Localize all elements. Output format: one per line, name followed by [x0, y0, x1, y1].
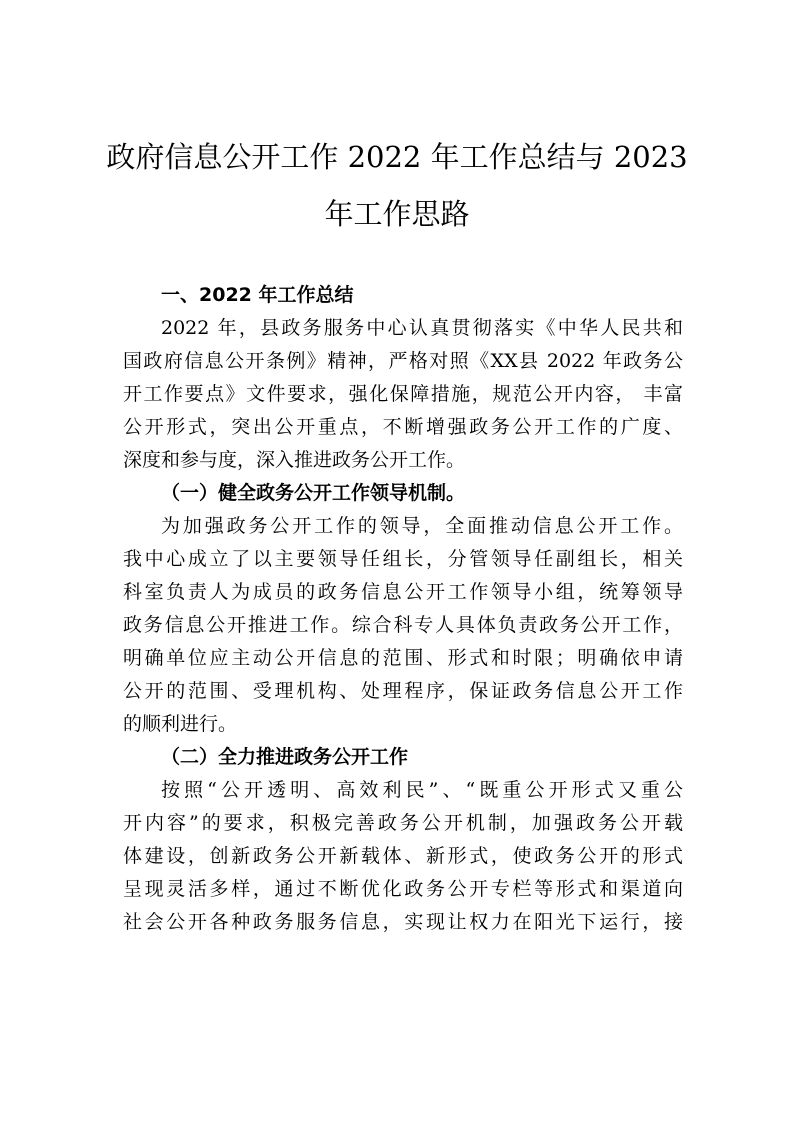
section-1-heading: 一、2022 年工作总结 — [161, 284, 354, 306]
subsection-1-heading: （一）健全政务公开工作领导机制。 — [161, 482, 466, 504]
document-body — [123, 279, 683, 939]
paragraph-line: 科室负责人为成员的政务信息公开工作领导小组，统筹领导 — [123, 581, 683, 603]
paragraph-line: 为加强政务公开工作的领导，全面推动信息公开工作。 — [161, 515, 683, 537]
paragraph-line: 体建设，创新政务公开新载体、新形式，使政务公开的形式 — [123, 845, 683, 867]
paragraph-line: 开内容”的要求，积极完善政务公开机制，加强政务公开载 — [123, 812, 683, 834]
paragraph-line: 政务信息公开推进工作。综合科专人具体负责政务公开工作， — [123, 614, 683, 636]
document-title-line-1: 政府信息公开工作 2022 年工作总结与 2023 — [106, 140, 688, 174]
paragraph-line: 国政府信息公开条例》精神，严格对照《XX县 2022 年政务公 — [123, 350, 683, 372]
paragraph-line: 呈现灵活多样，通过不断优化政务公开专栏等形式和渠道向 — [123, 878, 683, 900]
paragraph-line: 明确单位应主动公开信息的范围、形式和时限；明确依申请 — [123, 647, 683, 669]
paragraph-line: 的顺利进行。 — [123, 713, 238, 735]
paragraph-line: 按照“公开透明、高效利民”、“既重公开形式又重公 — [161, 779, 683, 801]
paragraph-line: 我中心成立了以主要领导任组长，分管领导任副组长，相关 — [123, 548, 683, 570]
document-title-line-2: 年工作思路 — [324, 197, 470, 231]
paragraph-line: 公开形式，突出公开重点，不断增强政务公开工作的广度、 — [123, 416, 683, 438]
subsection-2-heading: （二）全力推进政务公开工作 — [161, 746, 409, 768]
paragraph-line: 深度和参与度，深入推进政务公开工作。 — [123, 449, 466, 471]
paragraph-line: 社会公开各种政务服务信息，实现让权力在阳光下运行，接 — [123, 911, 683, 933]
paragraph-line: 2022 年，县政务服务中心认真贯彻落实《中华人民共和 — [161, 317, 683, 339]
paragraph-line: 开工作要点》文件要求，强化保障措施，规范公开内容， 丰富 — [123, 383, 683, 405]
paragraph-line: 公开的范围、受理机构、处理程序，保证政务信息公开工作 — [123, 680, 683, 702]
